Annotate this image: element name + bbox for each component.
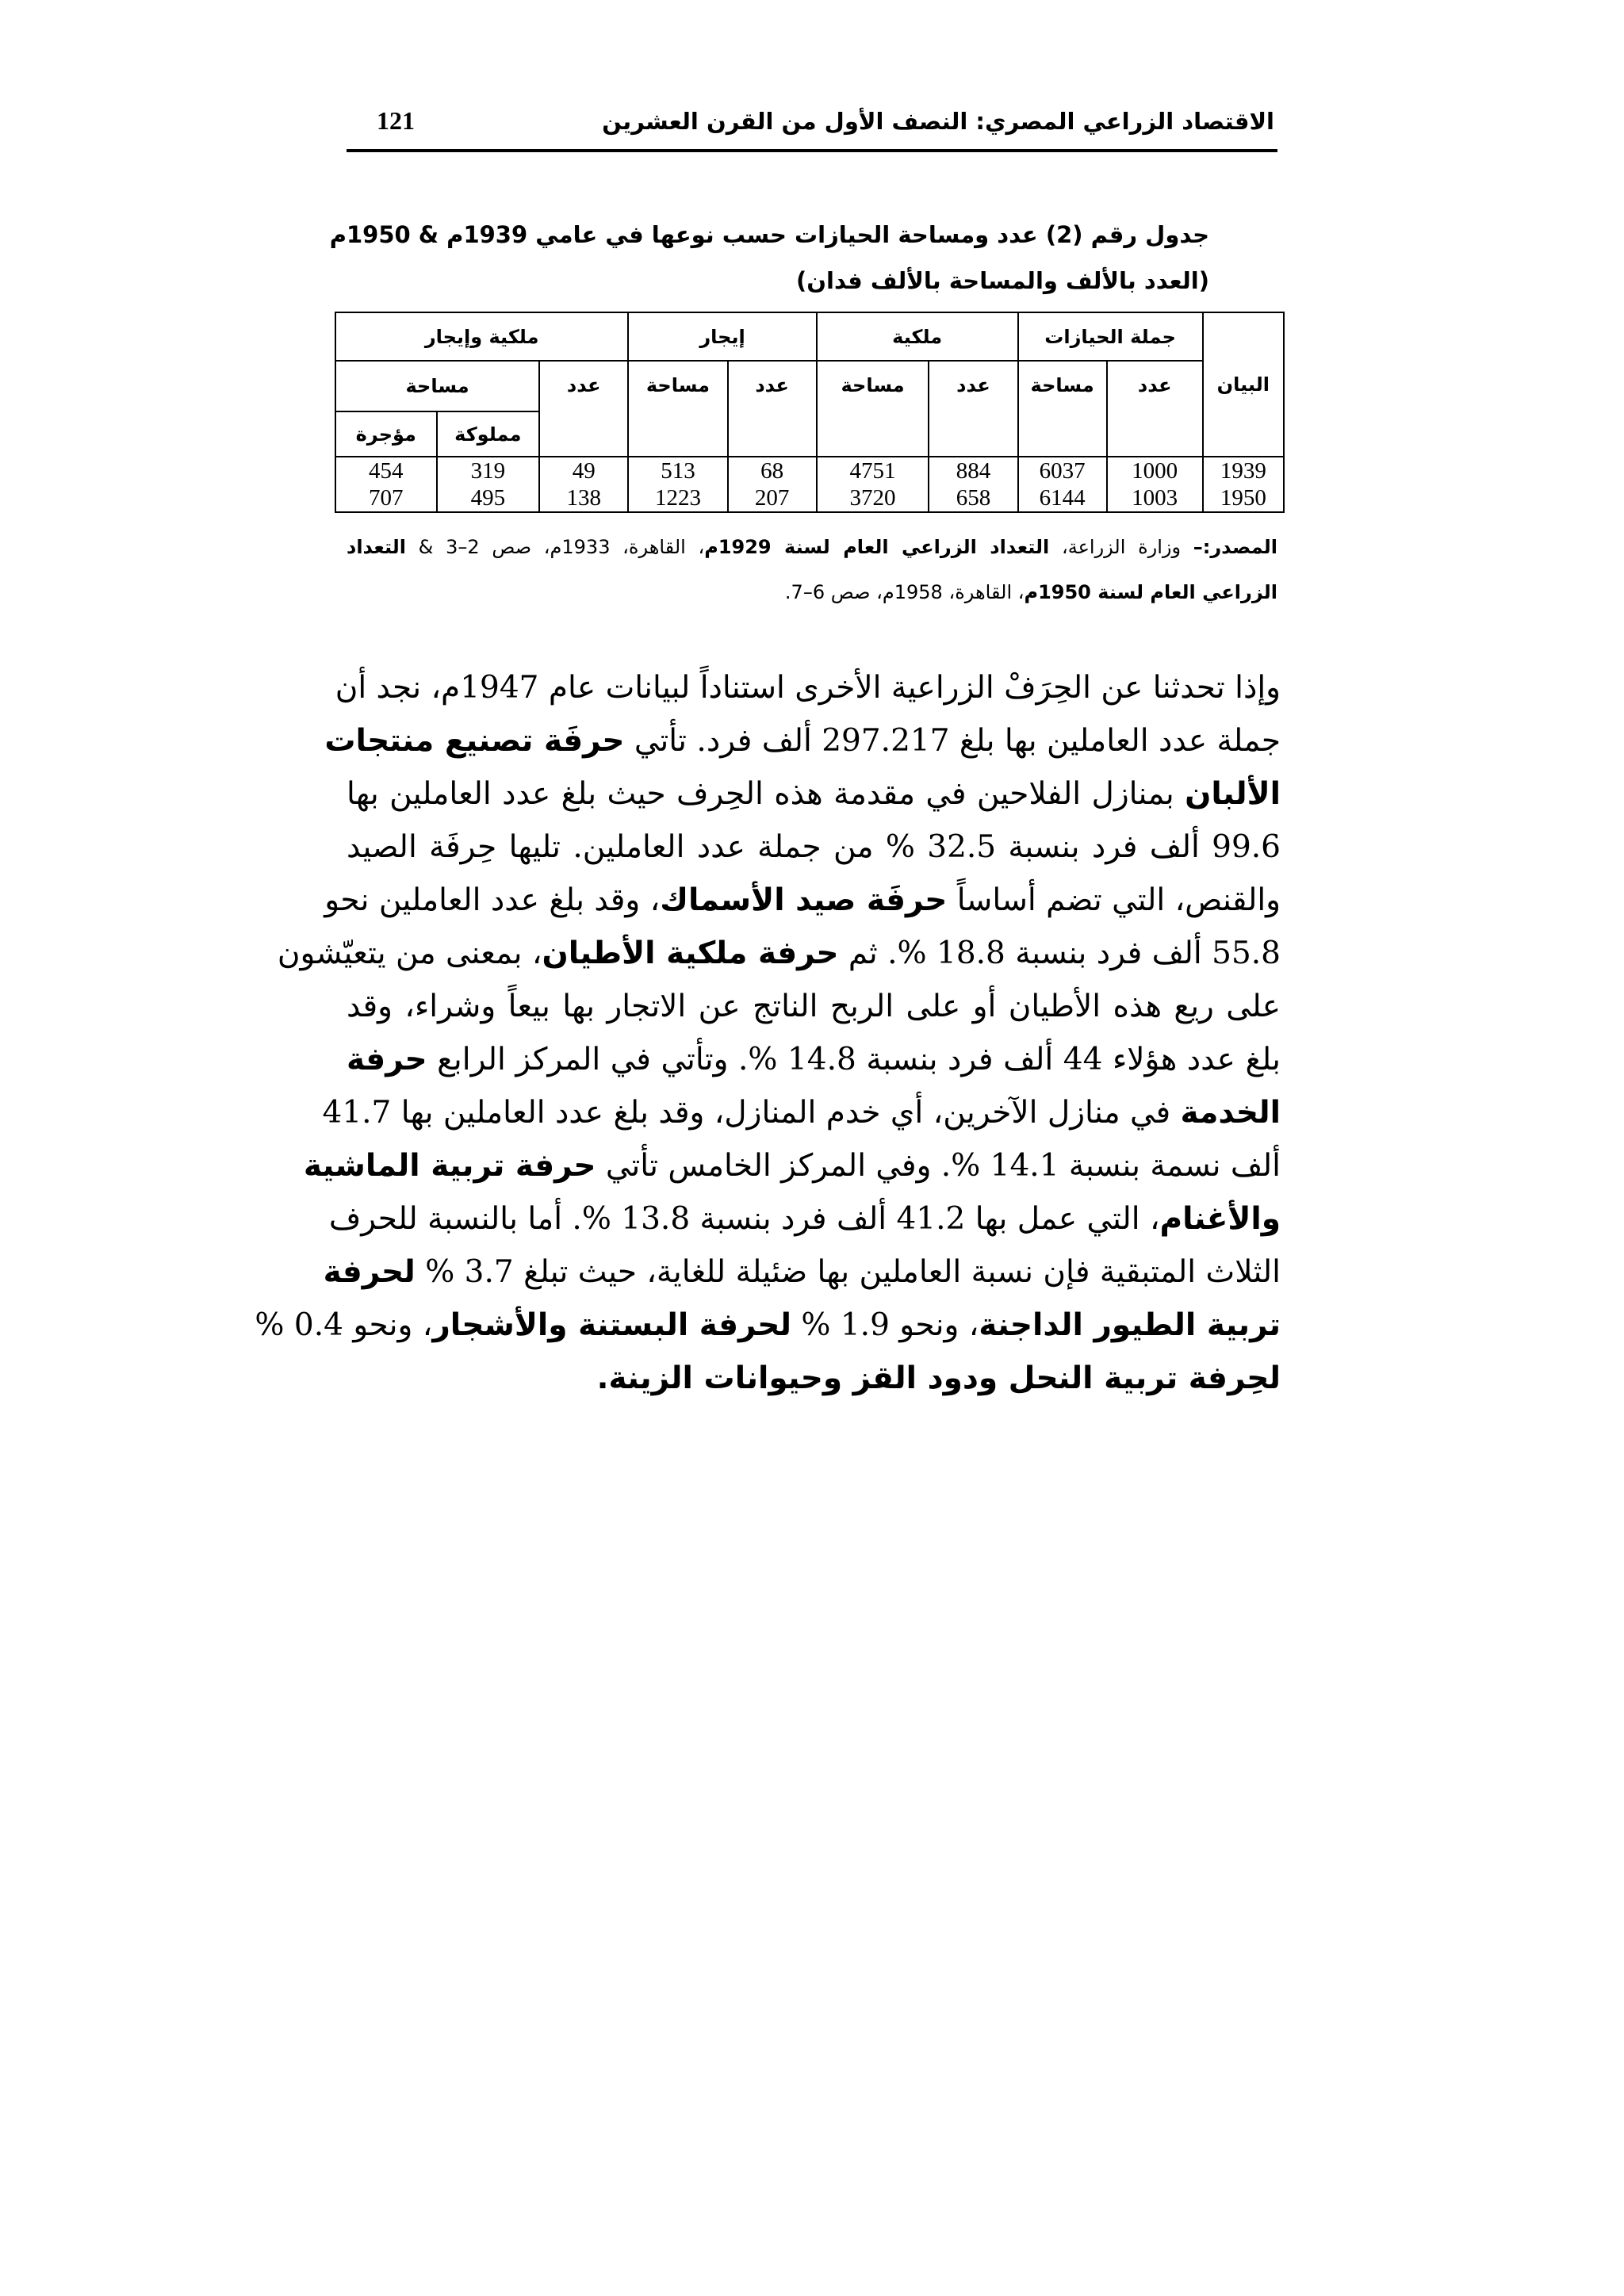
- cell-mixed-number: 49: [539, 457, 628, 484]
- paragraph-line: [277, 927, 1281, 980]
- table-caption-title: جدول رقم (2) عدد ومساحة الحيازات حسب نوعها في عامي 1939م & 1950م: [329, 221, 1209, 248]
- paragraph-bold: حرفَة تصنيع منتجات: [324, 723, 625, 759]
- paragraph-line: [347, 767, 1281, 821]
- header-ownership: ملكية: [817, 312, 1018, 361]
- paragraph-bold: لحرفة: [323, 1254, 416, 1290]
- paragraph-text: في منازل الآخرين، أي خدم المنازل، وقد بلغ عدد العاملين بها 41.7: [322, 1095, 1181, 1131]
- paragraph-text: 99.6 ألف فرد بنسبة 32.5 % من جملة عدد العاملين. تليها حِرفَة الصيد: [347, 829, 1281, 865]
- header-total-holdings: جملة الحيازات: [1018, 312, 1203, 361]
- cell-mixed-rented: 707: [335, 484, 437, 512]
- paragraph-bold: حرفة: [347, 1042, 427, 1077]
- cell-own-number: 658: [929, 484, 1017, 512]
- paragraph-text: ، ونحو 0.4 %: [255, 1307, 433, 1343]
- paragraph-text: ، ونحو 1.9 %: [791, 1307, 979, 1343]
- paragraph-text: بمنازل الفلاحين في مقدمة هذه الحِرف حيث بلغ عدد العاملين بها: [347, 776, 1185, 812]
- paragraph-text: ، بمعنى من يتعيّشون: [277, 936, 542, 971]
- source-bold: الزراعي العام لسنة 1950م: [1024, 581, 1277, 603]
- source-text: ، القاهرة، 1933م، صص 2–3 &: [406, 536, 705, 558]
- paragraph-text: ألف نسمة بنسبة 14.1 %. وفي المركز الخامس تأتي: [596, 1148, 1281, 1184]
- paragraph-line: [347, 1033, 1281, 1086]
- table-caption-units: (العدد بالألف والمساحة بالألف فدان): [796, 267, 1209, 294]
- header-total-area: مساحة: [1018, 361, 1107, 457]
- header-statement: البيان: [1203, 312, 1284, 457]
- cell-total-area: 6037: [1018, 457, 1107, 484]
- table-row: [335, 457, 1284, 484]
- cell-own-area: 3720: [817, 484, 929, 512]
- cell-mixed-owned: 495: [437, 484, 540, 512]
- header-mixed-area: مساحة: [335, 361, 539, 411]
- paragraph-bold: حرفة تربية الماشية: [303, 1148, 596, 1184]
- paragraph-bold: الألبان: [1185, 776, 1281, 812]
- holdings-table: [335, 312, 1285, 513]
- paragraph-line: [328, 1192, 1281, 1246]
- paragraph-bold: تربية الطيور الداجنة: [979, 1307, 1281, 1343]
- paragraph-line: [347, 1352, 1281, 1405]
- paragraph-bold: الخدمة: [1180, 1095, 1281, 1131]
- paragraph-line: [255, 1299, 1281, 1352]
- cell-year: 1950: [1203, 484, 1284, 512]
- paragraph-bold: والأغنام: [1159, 1201, 1281, 1237]
- paragraph-line: [335, 661, 1281, 714]
- table-row: [335, 484, 1284, 512]
- paragraph-text: الثلاث المتبقية فإن نسبة العاملين بها ضئيلة للغاية، حيث تبلغ 3.7 %: [415, 1254, 1281, 1290]
- source-label: المصدر:–: [1193, 536, 1278, 558]
- paragraph-line: [347, 980, 1281, 1033]
- paragraph-text: بلغ عدد هؤلاء 44 ألف فرد بنسبة 14.8 %. وتأتي في المركز الرابع: [427, 1042, 1281, 1077]
- paragraph-text: جملة عدد العاملين بها بلغ 297.217 ألف فرد. تأتي: [624, 723, 1281, 759]
- header-mixed-owned: مملوكة: [437, 411, 540, 457]
- paragraph-text: على ريع هذه الأطيان أو على الربح الناتج عن الاتجار بها بيعاً وشراء، وقد: [347, 989, 1281, 1024]
- source-text: وزارة الزراعة،: [1049, 536, 1193, 558]
- cell-total-number: 1000: [1107, 457, 1203, 484]
- source-text: ، القاهرة، 1958م، صص 6–7.: [784, 581, 1025, 603]
- header-own-number: عدد: [929, 361, 1017, 457]
- cell-total-number: 1003: [1107, 484, 1203, 512]
- paragraph-line: [347, 821, 1281, 874]
- paragraph-line: [322, 1086, 1281, 1139]
- cell-rent-area: 513: [628, 457, 727, 484]
- header-rent: إيجار: [628, 312, 816, 361]
- cell-rent-number: 68: [728, 457, 817, 484]
- cell-rent-area: 1223: [628, 484, 727, 512]
- table-source-note: [347, 525, 1277, 615]
- paragraph-bold: لحِرفة تربية النحل ودود القز وحيوانات الزينة.: [596, 1360, 1281, 1396]
- paragraph-bold: حرفَة صيد الأسماك: [660, 882, 948, 918]
- header-mixed-rented: مؤجرة: [335, 411, 437, 457]
- cell-year: 1939: [1203, 457, 1284, 484]
- paragraph-text: والقنص، التي تضم أساساً: [947, 882, 1281, 918]
- source-bold: التعداد: [347, 536, 406, 558]
- paragraph-bold: لحرفة البستنة والأشجار: [432, 1307, 791, 1343]
- paragraph-text: 55.8 ألف فرد بنسبة 18.8 %. ثم: [838, 936, 1281, 971]
- body-paragraph: [255, 661, 1281, 1405]
- source-line: [347, 570, 1277, 615]
- paragraph-line: [323, 1246, 1281, 1299]
- cell-own-number: 884: [929, 457, 1017, 484]
- cell-rent-number: 207: [728, 484, 817, 512]
- paragraph-bold: حرفة ملكية الأطيان: [542, 936, 839, 971]
- header-own-area: مساحة: [817, 361, 929, 457]
- header-mixed-number: عدد: [539, 361, 628, 457]
- header-ownership-and-rent: ملكية وإيجار: [335, 312, 628, 361]
- cell-own-area: 4751: [817, 457, 929, 484]
- cell-mixed-number: 138: [539, 484, 628, 512]
- table-header-row-groups: [335, 312, 1284, 361]
- source-line: [347, 525, 1277, 570]
- source-bold: التعداد الزراعي العام لسنة 1929م: [704, 536, 1050, 558]
- paragraph-text: ، وقد بلغ عدد العاملين نحو: [324, 882, 661, 918]
- table-header-row-sub: [335, 361, 1284, 411]
- header-total-number: عدد: [1107, 361, 1203, 457]
- cell-mixed-owned: 319: [437, 457, 540, 484]
- cell-total-area: 6144: [1018, 484, 1107, 512]
- cell-mixed-rented: 454: [335, 457, 437, 484]
- header-rent-number: عدد: [728, 361, 817, 457]
- header-rent-area: مساحة: [628, 361, 727, 457]
- running-header: [347, 101, 1277, 152]
- paragraph-line: [303, 1139, 1281, 1192]
- running-header-title: الاقتصاد الزراعي المصري: النصف الأول من القرن العشرين: [602, 108, 1274, 135]
- paragraph-line: [324, 714, 1281, 767]
- paragraph-line: [324, 874, 1281, 927]
- paragraph-text: ، التي عمل بها 41.2 ألف فرد بنسبة 13.8 %. أما بالنسبة للحرف: [328, 1201, 1160, 1237]
- paragraph-text: وإذا تحدثنا عن الحِرَفْ الزراعية الأخرى استناداً لبيانات عام 1947م، نجد أن: [335, 670, 1281, 706]
- page-number: 121: [377, 106, 415, 135]
